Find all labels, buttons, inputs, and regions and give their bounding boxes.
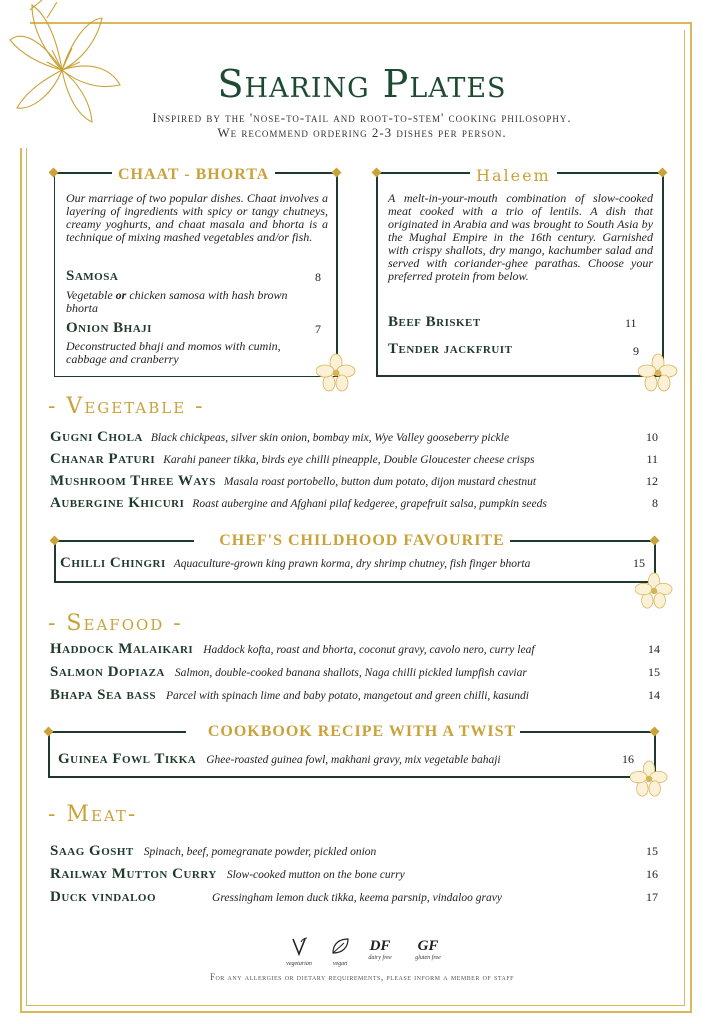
small-flower-icon [635,572,673,610]
vegetable-list [50,428,660,516]
dish-name: Mushroom Three Ways [50,473,216,489]
dish-description: Salmon, double-cooked banana shallots, Naga chilli pickled lumpfish caviar [174,667,527,679]
dish-price: 11 [646,452,658,466]
dish-price: 8 [652,496,658,510]
dish-name: Aubergine Khicuri [50,495,185,511]
dish-description: Haddock kofta, roast and bhorta, coconut gravy, cavolo nero, curry leaf [203,644,535,656]
dish-name: Railway Mutton Curry [50,866,217,882]
frame-right-inner [684,30,685,1005]
chaat-heading: CHAAT - BHORTA [112,166,275,184]
dairy-free-key [362,937,398,961]
childhood-heading: CHEF'S CHILDHOOD FAVOURITE [219,532,505,549]
frame-bottom-inner [26,1005,685,1006]
dish-name: Gugni Chola [50,429,143,445]
cookbook-heading: COOKBOOK RECIPE WITH A TWIST [207,723,517,740]
seafood-list [50,640,660,709]
vegetable-heading: - Vegetable - [48,394,205,419]
subtitle-line-2: We recommend ordering 2-3 dishes per person. [217,125,507,140]
gluten-free-icon: GF [417,938,439,954]
dish-name: Haddock Malaikari [50,641,194,657]
guinea-fowl-price: 16 [622,752,634,766]
small-flower-icon [638,353,678,393]
samosa-price: 8 [315,270,321,284]
dish-name: Salmon Dopiaza [50,664,165,680]
subtitle-line-1: Inspired by the 'nose-to-tail and root-to-stem' cooking philosophy. [152,110,572,125]
gluten-free-label: gluten free [415,955,441,961]
vegan-leaf-icon [330,936,350,956]
seafood-heading: - Seafood - [48,611,183,636]
frame-top [30,22,692,24]
dish-description: Parcel with spinach lime and baby potato, mangetout and green chilli, kasundi [166,690,529,702]
dish-description: Masala roast portobello, button dum potato, dijon mustard chestnut [223,476,537,488]
childhood-row [60,554,645,572]
chilli-chingri-description: Aquaculture-grown king prawn korma, dry shrimp chutney, fish finger bhorta [173,558,531,570]
frame-right [690,22,692,1012]
menu-row [50,472,660,494]
dish-price: 10 [646,430,658,444]
dish-price: 15 [646,844,658,858]
dish-price: 12 [646,474,658,488]
samosa-description: Vegetable or chicken samosa with hash brown bhorta [66,288,288,315]
onion-bhaji-description: Deconstructed bhaji and momos with cumin, cabbage and cranberry [66,339,281,366]
small-flower-icon [630,760,668,798]
vegan-label: vegan [332,961,348,967]
small-flower-icon [316,353,356,393]
meat-list [50,842,658,911]
dairy-free-label: dairy free [368,955,392,961]
chilli-chingri-name: Chilli Chingri [60,555,166,571]
vegetarian-key [282,936,316,967]
diamond-ornament [658,168,668,178]
menu-row [50,842,658,865]
menu-row [50,450,660,472]
jackfruit-price: 9 [633,344,639,358]
menu-row [50,663,660,686]
haleem-heading: Haleem [470,166,557,185]
vegan-key [325,936,355,967]
frame-left-inner [26,148,27,1006]
menu-row [50,640,660,663]
dairy-free-icon: DF [369,938,391,954]
menu-row [50,686,660,709]
frame-left [20,148,22,1013]
samosa-name: Samosa [66,268,119,284]
dish-description: Spinach, beef, pomegranate powder, pickled onion [143,846,377,858]
chilli-chingri-price: 15 [633,556,645,570]
dish-name: Chanar Paturi [50,451,156,467]
dish-price: 14 [648,642,660,656]
beef-brisket-price: 11 [625,316,637,330]
page-title: Sharing Plates [217,62,507,106]
guinea-fowl-description: Ghee-roasted guinea fowl, makhani gravy, mix vegetable bahaji [206,754,501,766]
menu-row [50,428,660,450]
beef-brisket-name: Beef Brisket [388,314,481,330]
menu-row [50,494,660,516]
onion-bhaji-name: Onion Bhaji [66,320,152,336]
dish-name: Saag Gosht [50,843,134,859]
vegetarian-icon [289,936,309,956]
dish-name: Bhapa Sea bass [50,687,156,703]
haleem-description: A melt-in-your-mouth combination of slow-cooked meat cooked with a trio of lentils. A dish that originated in Arabia and was brought to South Asia by the Mughal Empire in the 16th century. Garnished with crispy shallots, dry mango, kachumber salad and served with coriander-ghee parathas. Choose your preferred protein from below. [388,191,653,283]
dish-description: Karahi paneer tikka, birds eye chilli pineapple, Double Gloucester cheese crisps [163,454,535,466]
chaat-description: Our marriage of two popular dishes. Chaat involves a layering of ingredients with spicy or tangy chutneys, creamy yoghurts, and chaat masala and bhorta is a technique of mixing mashed vegetables and/or fish. [66,191,328,244]
dish-price: 16 [646,867,658,881]
cookbook-row [58,750,634,768]
jackfruit-name: Tender jackfruit [388,341,513,357]
dish-description: Slow-cooked mutton on the bone curry [226,869,405,881]
meat-heading: - Meat- [48,802,138,827]
dish-description: Gressingham lemon duck tikka, keema parsnip, vindaloo gravy [212,892,502,904]
gluten-free-key [408,937,448,961]
onion-bhaji-price: 7 [315,322,321,336]
frame-bottom [20,1011,692,1013]
dish-name: Duck vindaloo [50,889,157,905]
dish-price: 17 [646,890,658,904]
guinea-fowl-name: Guinea Fowl Tikka [58,751,197,767]
dish-price: 14 [648,688,660,702]
vegetarian-label: vegetarian [286,961,312,967]
dish-price: 15 [648,665,660,679]
footer-note: For any allergies or dietary requirements, please inform a member of staff [209,972,515,982]
dish-description: Black chickpeas, silver skin onion, bombay mix, Wye Valley gooseberry pickle [150,432,510,444]
menu-row [50,888,658,911]
menu-row [50,865,658,888]
diamond-ornament [372,168,382,178]
dish-description: Roast aubergine and Afghani pilaf kedgeree, grapefruit salsa, pumpkin seeds [192,498,547,510]
